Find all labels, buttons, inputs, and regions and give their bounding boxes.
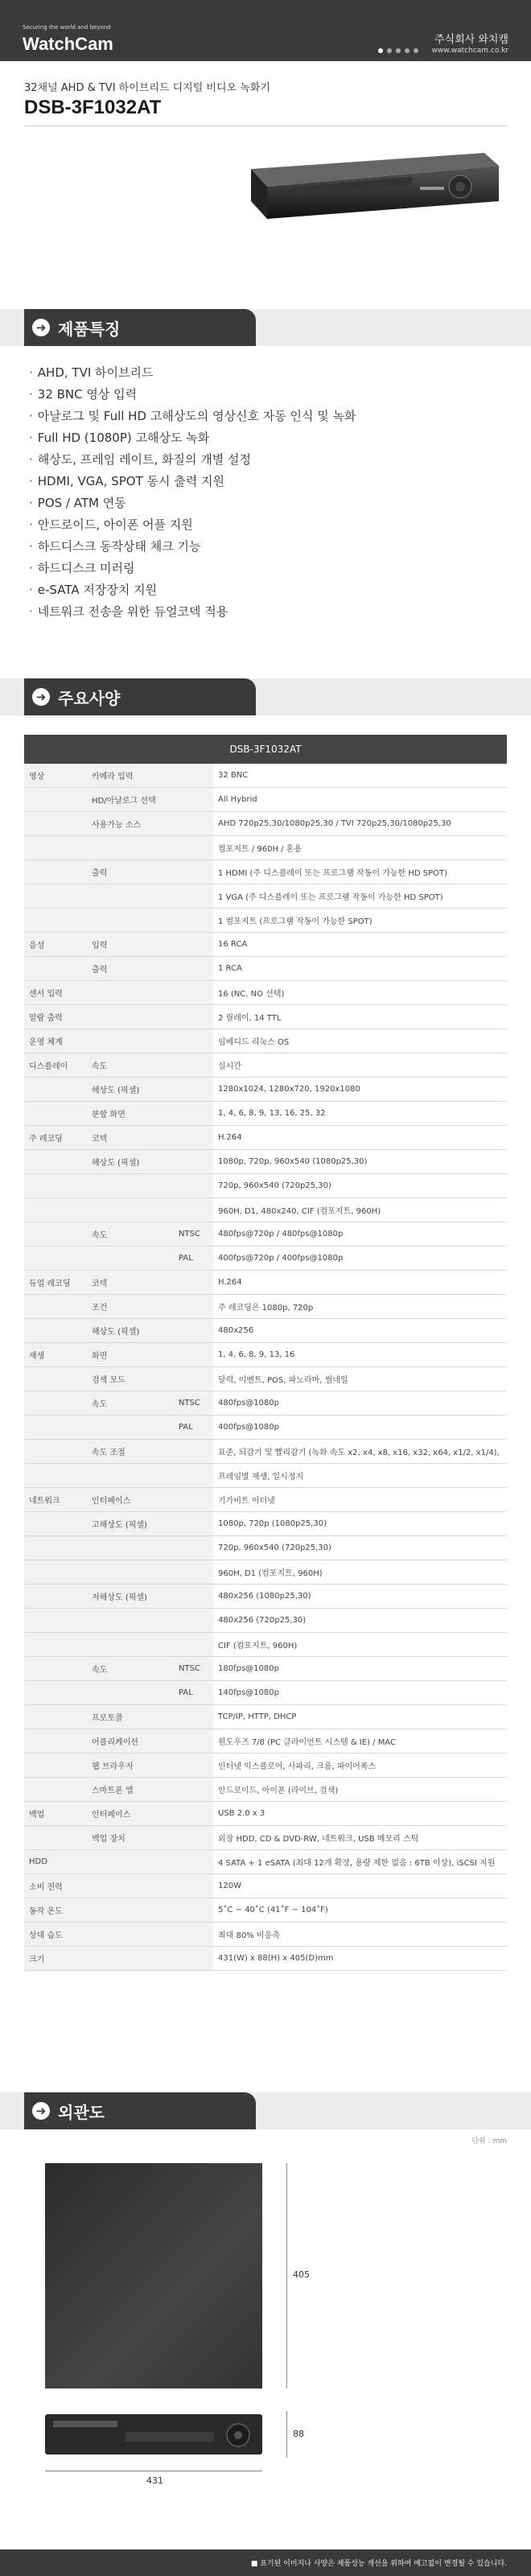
dot-icon [378,48,383,53]
spec-label [174,1488,213,1512]
spec-label [24,1512,87,1536]
depth-label: 405 [293,2269,310,2280]
spec-label [24,1778,87,1802]
dimensions-heading [24,2092,256,2129]
dot-icon [387,48,392,53]
table-row [24,1174,507,1198]
spec-value: 480x256 (1080p25,30) [213,1585,507,1609]
top-view-drawing [45,2163,262,2388]
spec-label [174,1536,213,1560]
table-row [24,1657,507,1681]
table-row [24,1778,507,1802]
table-row [24,909,507,933]
list-item: · 안드로이드, 아이폰 어플 지원 [29,514,356,536]
spec-value: AHD 720p25,30/1080p25,30 / TVI 720p25,30/1080p25,30 [213,812,507,836]
spec-label [87,1464,174,1488]
table-row [24,1367,507,1391]
table-row [24,1029,507,1053]
table-row [24,1440,507,1464]
spec-label: NTSC [174,1222,213,1247]
table-row [24,1560,507,1585]
watchcam-logo[interactable]: WatchCam [23,34,113,54]
table-row [24,1198,507,1222]
spec-label [87,1947,174,1971]
logo-tagline: Securing the world and beyond [23,24,111,31]
specs-heading [24,678,256,715]
product-subtitle: 32채널 AHD & TVI 하이브리드 디지털 비디오 녹화기 [24,82,270,94]
specs-title: 주요사양 [58,688,121,708]
table-row [24,1126,507,1150]
spec-label [24,1222,87,1247]
spec-label [24,1102,87,1126]
spec-label [174,1609,213,1633]
spec-label [174,1633,213,1657]
spec-label: 음성 [24,933,87,957]
spec-label [24,1585,87,1609]
spec-label [24,1440,87,1464]
spec-label [87,1633,174,1657]
table-row [24,1898,507,1923]
arrow-right-icon: ➜ [32,688,50,706]
spec-value: 480fps@720p / 480fps@1080p [213,1222,507,1247]
spec-label [174,1729,213,1754]
spec-label [87,1898,174,1923]
spec-value: 5˚C ~ 40˚C (41˚F ~ 104˚F) [213,1898,507,1923]
table-row [24,1705,507,1729]
spec-label [174,957,213,981]
table-row [24,1488,507,1512]
spec-label [24,1729,87,1754]
table-row [24,1536,507,1560]
spec-label: 운영 체계 [24,1029,87,1053]
table-row [24,1681,507,1705]
unit-label: 단위 : mm [471,2137,507,2145]
spec-value: 480fps@1080p [213,1391,507,1416]
spec-value: 16 RCA [213,933,507,957]
list-item: · AHD, TVI 하이브리드 [29,362,356,384]
spec-label: 검색 모드 [87,1367,174,1391]
table-row [24,1512,507,1536]
spec-label: 카메라 입력 [87,764,174,788]
spec-label [174,1271,213,1295]
spec-value: 최대 80% 비응축 [213,1923,507,1947]
table-row [24,1416,507,1440]
spec-value: USB 2.0 x 3 [213,1802,507,1826]
spec-label [24,788,87,812]
dvr-product-image [243,145,502,222]
spec-value: H.264 [213,1271,507,1295]
spec-label: 인터페이스 [87,1802,174,1826]
list-item: · e-SATA 저장장치 지원 [29,579,356,601]
spec-value: 2 릴레이, 14 TTL [213,1005,507,1029]
spec-label: PAL [174,1247,213,1271]
spec-label [24,1681,87,1705]
spec-label [174,1126,213,1150]
spec-value: 기가비트 이더넷 [213,1488,507,1512]
spec-label: HDD [24,1850,87,1874]
spec-label [24,1754,87,1778]
spec-label [174,1923,213,1947]
spec-label [24,909,87,933]
spec-value: 180fps@1080p [213,1657,507,1681]
spec-label: 인터페이스 [87,1488,174,1512]
spec-label: 크기 [24,1947,87,1971]
spec-label: 스마트폰 앱 [87,1778,174,1802]
spec-label: 입력 [87,933,174,957]
spec-label [24,1633,87,1657]
spec-label [174,812,213,836]
spec-label [174,1464,213,1488]
table-row [24,1319,507,1343]
spec-label [174,1005,213,1029]
spec-label: 속도 조절 [87,1440,174,1464]
spec-value: 480x256 [213,1319,507,1343]
spec-label [24,1198,87,1222]
spec-label [87,1609,174,1633]
spec-value: 480x256 (720p25,30) [213,1609,507,1633]
spec-label [174,1174,213,1198]
spec-label [24,1247,87,1271]
slide-dots [378,48,418,53]
spec-value: 1 컴포지트 (프로그램 작동이 가능한 SPOT) [213,909,507,933]
list-item: · 아날로그 및 Full HD 고해상도의 영상신호 자동 인식 및 녹화 [29,406,356,427]
spec-value: 안드로이드, 아이폰 (라이브, 검색) [213,1778,507,1802]
list-item: · Full HD (1080P) 고해상도 녹화 [29,427,356,449]
spec-label [174,884,213,909]
spec-value: H.264 [213,1126,507,1150]
table-row [24,957,507,981]
spec-value: 인터넷 익스플로어, 사파리, 크롬, 파이어폭스 [213,1754,507,1778]
spec-label [24,1416,87,1440]
spec-label [87,836,174,860]
table-row [24,1874,507,1898]
spec-label: 네트워크 [24,1488,87,1512]
spec-label: 속도 [87,1222,174,1247]
table-row [24,1078,507,1102]
arrow-right-icon: ➜ [32,319,50,336]
spec-label [87,1850,174,1874]
spec-label [174,1440,213,1464]
list-item: · HDMI, VGA, SPOT 동시 출력 지원 [29,471,356,493]
spec-label [24,1319,87,1343]
spec-value: All Hybrid [213,788,507,812]
spec-label: PAL [174,1681,213,1705]
spec-label: 저해상도 (픽셀) [87,1585,174,1609]
dot-icon [414,48,418,53]
spec-label: 영상 [24,764,87,788]
spec-value: 1 HDMI (주 디스플레이 또는 프로그램 작동이 가능한 HD SPOT) [213,860,507,884]
table-row [24,860,507,884]
spec-label: 사용가능 소스 [87,812,174,836]
dot-icon [396,48,401,53]
table-row [24,1850,507,1874]
spec-label [174,1198,213,1222]
spec-value: 4 SATA + 1 eSATA (최대 12개 확장, 용량 제한 없음 : 6TB 이상), iSCSI 지원 [213,1850,507,1874]
table-row [24,1053,507,1078]
spec-label [24,836,87,860]
spec-value: 실시간 [213,1053,507,1078]
product-model: DSB-3F1032AT [24,97,162,118]
spec-value: 윈도우즈 7/8 (PC 클라이언트 시스템 & IE) / MAC [213,1729,507,1754]
table-row [24,1295,507,1319]
spec-value: 1, 4, 6, 8, 9, 13, 16, 25, 32 [213,1102,507,1126]
spec-label [24,1295,87,1319]
spec-label: 알람 출력 [24,1005,87,1029]
footer-text: ■ 표기된 이미지나 사양은 제품성능 개선을 위하여 예고없이 변경될 수 있습니다. [250,2560,507,2568]
arrow-right-icon: ➜ [32,2102,50,2120]
spec-value: 표준, 되감기 및 빨리감기 (녹화 속도 x2, x4, x8, x16, x32, x64, x1/2, x1/4), [213,1440,507,1464]
spec-label [87,1874,174,1898]
spec-label [174,1053,213,1078]
spec-label [87,884,174,909]
spec-label [174,1826,213,1850]
spec-label [174,1319,213,1343]
spec-value: 1, 4, 6, 8, 9, 13, 16 [213,1343,507,1367]
table-row [24,1802,507,1826]
table-row [24,1222,507,1247]
table-row [24,1391,507,1416]
spec-label [174,1560,213,1585]
spec-value: 프레임별 재생, 일시정지 [213,1464,507,1488]
table-row [24,933,507,957]
spec-label: 듀얼 레코딩 [24,1271,87,1295]
spec-value: 1080p, 720p, 960x540 (1080p25,30) [213,1150,507,1174]
spec-label: 해상도 (픽셀) [87,1319,174,1343]
spec-label: 주 레코딩 [24,1126,87,1150]
table-row [24,1464,507,1488]
features-heading [24,309,256,346]
spec-label [87,1247,174,1271]
spec-label [174,1778,213,1802]
spec-label [174,1850,213,1874]
spec-label: HD/아날로그 선택 [87,788,174,812]
spec-value: 외장 HDD, CD & DVD-RW, 네트워크, USB 메모리 스틱 [213,1826,507,1850]
dimensions-title: 외관도 [58,2102,105,2122]
company-url[interactable]: www.watchcam.co.kr [431,47,508,55]
spec-label: 백업 장치 [87,1826,174,1850]
table-row [24,981,507,1005]
height-dimension-line [286,2411,287,2458]
spec-value: 달력, 이벤트, POS, 파노라마, 썸네일 [213,1367,507,1391]
spec-table-header: DSB-3F1032AT [24,735,507,764]
spec-label [87,981,174,1005]
table-row [24,836,507,860]
spec-label [174,836,213,860]
spec-value: 431(W) x 88(H) x 405(D)mm [213,1947,507,1971]
spec-label [24,812,87,836]
spec-value: 120W [213,1874,507,1898]
spec-label [87,1174,174,1198]
spec-label: 속도 [87,1053,174,1078]
spec-label [87,909,174,933]
spec-label [24,1657,87,1681]
spec-label [174,860,213,884]
spec-label: 상대 습도 [24,1923,87,1947]
spec-value: 컴포지트 / 960H / 혼용 [213,836,507,860]
spec-label: 분할 화면 [87,1102,174,1126]
spec-label: 동작 온도 [24,1898,87,1923]
list-item: · 32 BNC 영상 입력 [29,384,356,406]
spec-value: 960H, D1 (컴포지트, 960H) [213,1560,507,1585]
spec-label [174,981,213,1005]
spec-label [174,1754,213,1778]
spec-label [174,1802,213,1826]
front-view-drawing [45,2411,262,2458]
table-row [24,1826,507,1850]
depth-dimension-line [286,2163,287,2388]
spec-label [174,1102,213,1126]
spec-table-body [24,764,507,1971]
spec-label [174,1705,213,1729]
spec-value: 16 (NC, NO 선택) [213,981,507,1005]
spec-value: 720p, 960x540 (720p25,30) [213,1536,507,1560]
spec-label [174,1947,213,1971]
list-item: · 네트워크 전송을 위한 듀얼코덱 적용 [29,601,356,623]
spec-value: 임베디드 리눅스 OS [213,1029,507,1053]
height-label: 88 [293,2429,304,2439]
spec-label [87,1416,174,1440]
table-row [24,1609,507,1633]
spec-table [24,735,507,1971]
spec-label [174,1295,213,1319]
table-row [24,1947,507,1971]
spec-label [87,1923,174,1947]
table-row [24,1633,507,1657]
spec-value: 720p, 960x540 (720p25,30) [213,1174,507,1198]
spec-label [174,1150,213,1174]
spec-label: 속도 [87,1391,174,1416]
table-row [24,1271,507,1295]
spec-label [24,1391,87,1416]
spec-value: 1 VGA (주 디스플레이 또는 프로그램 작동이 가능한 HD SPOT) [213,884,507,909]
spec-value: 400fps@1080p [213,1416,507,1440]
table-row [24,1729,507,1754]
spec-label [87,1536,174,1560]
spec-label [24,884,87,909]
spec-label: 센서 입력 [24,981,87,1005]
features-title: 제품특징 [58,319,121,339]
spec-label [174,1512,213,1536]
company-name: 주식회사 와치캠 [434,34,508,46]
table-row [24,812,507,836]
spec-label: PAL [174,1416,213,1440]
spec-label [174,1898,213,1923]
spec-label [174,1874,213,1898]
spec-label: 코덱 [87,1271,174,1295]
spec-label [87,1029,174,1053]
list-item: · 하드디스크 미러링 [29,558,356,579]
spec-label: 해상도 (픽셀) [87,1078,174,1102]
spec-label [24,860,87,884]
spec-label [87,1005,174,1029]
spec-label [174,909,213,933]
list-item: · 하드디스크 동작상태 체크 기능 [29,536,356,558]
footer-note [0,2549,531,2576]
spec-label: 백업 [24,1802,87,1826]
spec-label [24,1609,87,1633]
spec-value: 960H, D1, 480x240, CIF (컴포지트, 960H) [213,1198,507,1222]
table-row [24,884,507,909]
spec-value: 1080p, 720p (1080p25,30) [213,1512,507,1536]
spec-value: 1 RCA [213,957,507,981]
table-row [24,1343,507,1367]
spec-label: 웹 브라우저 [87,1754,174,1778]
table-row [24,1005,507,1029]
spec-label: 고해상도 (픽셀) [87,1512,174,1536]
table-row [24,1102,507,1126]
spec-label [174,1585,213,1609]
spec-label: 화면 [87,1343,174,1367]
spec-label [174,1367,213,1391]
spec-label [87,1198,174,1222]
spec-label [174,933,213,957]
spec-value: 32 BNC [213,764,507,788]
spec-label: 소비 전력 [24,1874,87,1898]
spec-label [24,1174,87,1198]
spec-label [24,957,87,981]
spec-value: 400fps@720p / 400fps@1080p [213,1247,507,1271]
spec-label: 해상도 (픽셀) [87,1150,174,1174]
spec-label [24,1536,87,1560]
spec-label: 출력 [87,860,174,884]
table-row [24,1754,507,1778]
spec-label [87,1681,174,1705]
spec-label [174,788,213,812]
spec-label: 디스플레이 [24,1053,87,1078]
spec-label [24,1367,87,1391]
top-banner [0,0,531,61]
spec-value: 주 레코딩은 1080p, 720p [213,1295,507,1319]
spec-value: 140fps@1080p [213,1681,507,1705]
spec-label: 어플리케이션 [87,1729,174,1754]
table-row [24,788,507,812]
spec-label: 조건 [87,1295,174,1319]
spec-label: 코덱 [87,1126,174,1150]
table-row [24,764,507,788]
spec-label: 재생 [24,1343,87,1367]
spec-value: TCP/IP, HTTP, DHCP [213,1705,507,1729]
table-row [24,1247,507,1271]
width-label: 431 [146,2475,163,2486]
spec-value: 1280x1024, 1280x720, 1920x1080 [213,1078,507,1102]
table-row [24,1923,507,1947]
feature-list [29,362,356,623]
spec-label [174,1029,213,1053]
list-item: · POS / ATM 연동 [29,493,356,514]
spec-label [24,1150,87,1174]
spec-label [24,1826,87,1850]
list-item: · 해상도, 프레임 레이트, 화질의 개별 설정 [29,449,356,471]
table-row [24,1585,507,1609]
spec-label [24,1464,87,1488]
spec-label [174,1343,213,1367]
spec-label: 출력 [87,957,174,981]
spec-label [87,1560,174,1585]
spec-label [24,1078,87,1102]
dot-icon [405,48,410,53]
spec-label: 프로토콜 [87,1705,174,1729]
spec-label: NTSC [174,1391,213,1416]
table-row [24,1150,507,1174]
spec-label [174,764,213,788]
spec-label [174,1078,213,1102]
spec-value: CIF (컴포지트, 960H) [213,1633,507,1657]
spec-label [24,1705,87,1729]
spec-label [24,1560,87,1585]
spec-label: 속도 [87,1657,174,1681]
spec-label: NTSC [174,1657,213,1681]
